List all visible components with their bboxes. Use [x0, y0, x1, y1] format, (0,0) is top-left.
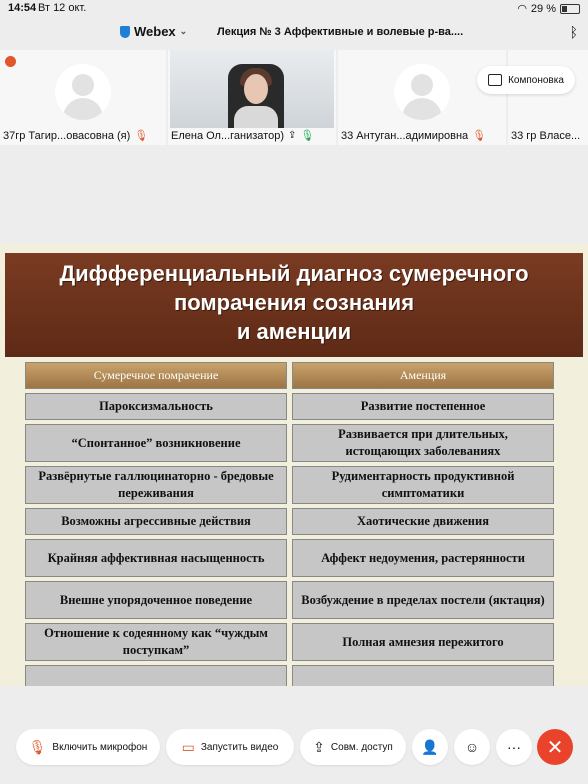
participant-tile[interactable] — [168, 50, 336, 145]
more-icon: ··· — [507, 739, 521, 755]
shield-icon — [120, 26, 130, 38]
table-cell: Развитие постепенное — [292, 393, 554, 420]
avatar — [394, 64, 450, 120]
meeting-header — [0, 18, 588, 46]
table-cell: Внешне упорядоченное поведение — [25, 581, 287, 619]
slide-title-banner — [5, 253, 583, 357]
table-cell — [292, 665, 554, 686]
reactions-button[interactable] — [454, 729, 490, 765]
table-cell: Крайняя аффективная насыщенность — [25, 539, 287, 577]
meeting-title[interactable]: Лекция № 3 Аффективные и волевые р-ва.... — [217, 26, 464, 38]
leave-meeting-button[interactable] — [537, 729, 573, 765]
table-cell: Пароксизмальность — [25, 393, 287, 420]
share-button[interactable]: ⇪ Совм. доступ — [300, 729, 406, 765]
app-switcher[interactable] — [120, 24, 187, 39]
participant-name: 33 Антуган...адимировна 🎙 — [341, 129, 487, 142]
mic-off-badge-icon — [5, 56, 16, 67]
share-screen-icon: ⇪ — [287, 130, 297, 141]
table-cell: Развёрнутые галлюцинаторно - бредовые переживания — [25, 466, 287, 504]
layout-button[interactable]: Компоновка — [477, 66, 575, 94]
mic-on-icon: 🎙 — [300, 130, 315, 142]
slide-title-line: помрачения сознания — [173, 290, 415, 315]
battery-percent: 29 % — [530, 2, 556, 15]
table-cell: Хаотические движения — [292, 508, 554, 535]
table-cell: Возбуждение в пределах постели (яктация) — [292, 581, 554, 619]
slide-title-line: и аменции — [236, 319, 352, 344]
column-header: Сумеречное помрачение — [25, 362, 287, 389]
table-cell: “Спонтанное” возникновение — [25, 424, 287, 462]
smiley-icon: ☺ — [464, 739, 480, 755]
shared-slide — [0, 244, 588, 686]
layout-grid-icon — [488, 74, 502, 86]
status-bar — [0, 0, 588, 16]
status-time: 14:54 — [8, 2, 37, 14]
table-cell: Рудиментарность продуктивной симптоматики — [292, 466, 554, 504]
status-right — [517, 2, 580, 15]
table-cell: Отношение к содеянному как “чуждым поступкам” — [25, 623, 287, 661]
participant-name: Елена Ол...ганизатор) ⇪ 🎙 — [171, 129, 315, 142]
more-button[interactable] — [496, 729, 532, 765]
app-name: Webex — [134, 24, 176, 39]
start-video-button[interactable]: ▭ Запустить видео — [166, 729, 294, 765]
table-cell: Возможны агрессивные действия — [25, 508, 287, 535]
avatar — [55, 64, 111, 120]
participant-name: 37гр Тагир...овасовна (я) 🎙 — [3, 129, 149, 142]
table-cell: Развивается при длительных, истощающих заболеваниях — [292, 424, 554, 462]
column-header: Аменция — [292, 362, 554, 389]
table-cell: Полная амнезия пережитого — [292, 623, 554, 661]
mic-off-icon: 🎙 — [28, 738, 47, 755]
table-cell — [25, 665, 287, 686]
participant-tile[interactable] — [338, 50, 506, 145]
participant-tile[interactable] — [0, 50, 166, 145]
status-date: Вт 12 окт. — [38, 2, 87, 14]
table-cell: Аффект недоумения, растерянности — [292, 539, 554, 577]
participant-strip — [0, 50, 588, 145]
slide-title-line: Дифференциальный диагноз сумеречного — [59, 261, 529, 286]
chevron-down-icon: ⌄ — [179, 26, 188, 36]
meeting-controls — [0, 718, 588, 776]
participants-button[interactable] — [412, 729, 448, 765]
participant-video — [170, 50, 334, 128]
participants-icon: 👤 — [421, 738, 439, 755]
share-icon: ⇪ — [313, 738, 325, 755]
mic-off-icon: 🎙 — [472, 130, 487, 142]
bluetooth-icon[interactable]: ᛒ — [569, 24, 578, 40]
wifi-icon: ◠ — [517, 3, 527, 15]
video-off-icon: ▭ — [181, 738, 195, 755]
unmute-button[interactable]: 🎙 Включить микрофон — [16, 729, 160, 765]
close-icon: ✕ — [546, 736, 564, 759]
mic-off-icon: 🎙 — [134, 130, 149, 142]
battery-icon — [560, 4, 580, 14]
participant-tile[interactable] — [508, 50, 588, 145]
participant-name: 33 гр Власе... — [511, 130, 581, 142]
